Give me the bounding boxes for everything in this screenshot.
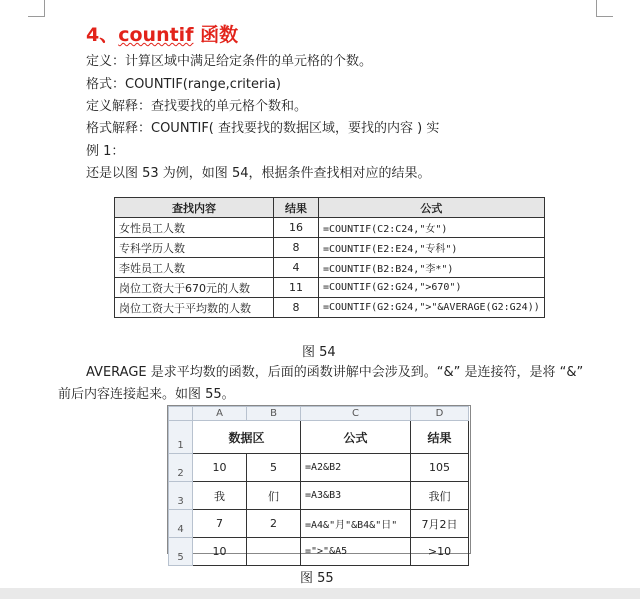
column-header-d[interactable]: D [411,407,469,421]
sheet-row [169,421,469,454]
lookup-cell: 女性员工人数 [115,218,274,238]
cell-c[interactable]: =A2&B2 [301,454,411,482]
formula-header-cell[interactable]: 公式 [301,421,411,454]
column-header-c[interactable]: C [301,407,411,421]
cell-c[interactable]: =">"&A5 [301,538,411,566]
table-row [115,218,545,238]
format-text: 格式：COUNTIF(range,criteria) [86,77,282,92]
lookup-cell: 岗位工资大于平均数的人数 [115,298,274,318]
cell-a[interactable]: 7 [193,510,247,538]
spreadsheet-grid [168,406,469,566]
result-cell: 16 [274,218,319,238]
definition-text: 定义：计算区域中满足给定条件的单元格的个数。 [86,54,373,69]
cell-a[interactable]: 10 [193,454,247,482]
figure-caption: 图 54 [302,345,336,360]
example-label: 例 1： [86,144,125,159]
example-intro-text: 还是以图 53 为例，如图 54，根据条件查找相对应的结果。 [86,166,431,181]
cell-d[interactable]: 我们 [411,482,469,510]
definition-explain-text: 定义解释：查找要找的单元格个数和。 [86,99,308,114]
row-header[interactable]: 1 [169,421,193,454]
cell-a[interactable]: 10 [193,538,247,566]
average-explain-text-cont: 前后内容连接起来。如图 55。 [58,387,235,402]
data-area-header-cell[interactable]: 数据区 [193,421,301,454]
column-header-a[interactable]: A [193,407,247,421]
result-cell: 8 [274,298,319,318]
spreadsheet-figure [167,405,471,563]
result-cell: 4 [274,258,319,278]
sheet-row [169,482,469,510]
sheet-row [169,538,469,566]
column-header-row [169,407,469,421]
page-corner-mark [596,0,613,17]
row-header[interactable]: 5 [169,538,193,566]
column-header-b[interactable]: B [247,407,301,421]
row-header[interactable]: 3 [169,482,193,510]
page-boundary [0,588,640,599]
table-row [115,238,545,258]
cell-c[interactable]: =A3&B3 [301,482,411,510]
sheet-row [169,510,469,538]
result-cell: 11 [274,278,319,298]
formula-cell: =COUNTIF(G2:G24,">670") [319,278,545,298]
spellcheck-word: countif [118,24,194,46]
select-all-corner[interactable] [169,407,193,421]
formula-cell: =COUNTIF(C2:C24,"女") [319,218,545,238]
sheet-row [169,454,469,482]
table-row [115,258,545,278]
table-header-row [115,198,545,218]
lookup-cell: 李姓员工人数 [115,258,274,278]
lookup-cell: 专科学历人数 [115,238,274,258]
header-cell: 结果 [274,198,319,218]
cell-b[interactable]: 2 [247,510,301,538]
cell-c[interactable]: =A4&"月"&B4&"日" [301,510,411,538]
header-cell: 查找内容 [115,198,274,218]
cell-b[interactable]: 们 [247,482,301,510]
countif-example-table [114,197,545,318]
cell-d[interactable]: >10 [411,538,469,566]
formula-cell: =COUNTIF(G2:G24,">"&AVERAGE(G2:G24)) [319,298,545,318]
result-cell: 8 [274,238,319,258]
section-heading: 4、countif 函数 [86,24,239,46]
page-corner-mark [28,0,45,17]
cell-d[interactable]: 7月2日 [411,510,469,538]
cell-b[interactable]: 5 [247,454,301,482]
result-header-cell[interactable]: 结果 [411,421,469,454]
format-explain-text: 格式解释：COUNTIF( 查找要找的数据区域，要找的内容 ) 实 [86,121,440,136]
formula-cell: =COUNTIF(B2:B24,"李*") [319,258,545,278]
table-row [115,278,545,298]
lookup-cell: 岗位工资大于670元的人数 [115,278,274,298]
average-explain-text: AVERAGE 是求平均数的函数，后面的函数讲解中会涉及到。“&” 是连接符，是将 “&” [86,365,584,380]
row-header[interactable]: 4 [169,510,193,538]
table-row [115,298,545,318]
cell-d[interactable]: 105 [411,454,469,482]
cell-b[interactable] [247,538,301,566]
header-cell: 公式 [319,198,545,218]
formula-cell: =COUNTIF(E2:E24,"专科") [319,238,545,258]
figure-caption: 图 55 [300,571,334,586]
row-header[interactable]: 2 [169,454,193,482]
cell-a[interactable]: 我 [193,482,247,510]
